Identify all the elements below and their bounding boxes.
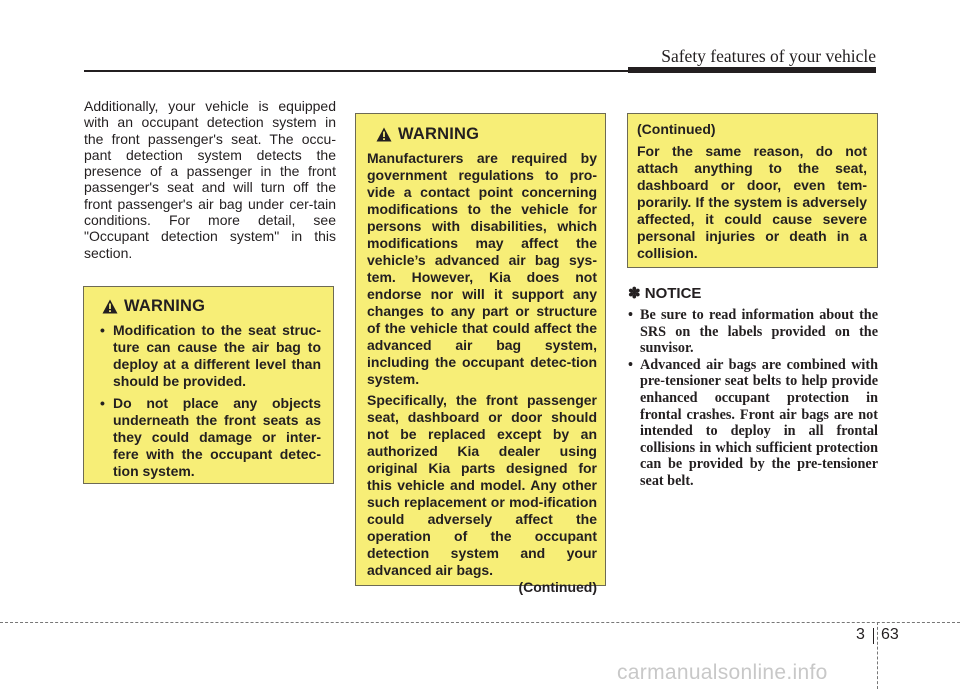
warning-bullet: • Do not place any objects underneath the front seats as they could damage or inter-fere with the occupant detec-tion system.: [100, 395, 321, 479]
footer-vertical-rule: [877, 622, 878, 689]
warning-box-manufacturer-regulations: [355, 113, 606, 595]
notice-section: [628, 284, 878, 490]
notice-heading-label: NOTICE: [644, 285, 702, 302]
notice-heading: [628, 284, 878, 302]
warning-paragraph: For the same reason, do not attach anything to the seat, dashboard or door, even tem-porarily. If the system is adversely affected, it could cause severe personal injuries or death in a collision.: [637, 143, 867, 261]
warning-box-continued: [627, 113, 878, 268]
header-rule-thick: [628, 67, 876, 73]
asterisk-icon: ✽: [628, 285, 641, 302]
notice-bullet: • Advanced air bags are combined with pre-tensioner seat belts to help provide enhanced occupant protection in frontal crashes. Front air bags are not intended to deploy in all frontal collisions in which sufficient protection can be provided by the pre-tensioner seat belt.: [628, 356, 878, 489]
warning-box-seat-modification: [83, 286, 334, 484]
warning-heading-label: WARNING: [124, 297, 206, 315]
notice-bullet-list: [628, 307, 878, 490]
warning-bullet-text: Do not place any objects underneath the front seats as they could damage or inter-fere with the occupant detec-tion system.: [113, 395, 321, 479]
notice-bullet-text: Be sure to read information about the SRS on the labels provided on the sunvisor.: [640, 307, 878, 357]
watermark: carmanualsonline.info: [617, 661, 828, 684]
warning-bullet: • Modification to the seat struc-ture can cause the air bag to deploy at a different level than should be provided.: [100, 322, 321, 389]
warning-triangle-icon: [102, 299, 118, 314]
warning-heading: [96, 297, 321, 316]
notice-bullet-text: Advanced air bags are combined with pre-tensioner seat belts to help provide enhanced occupant protection in frontal crashes. Front air bags are not intended to deploy in all frontal collisions in which sufficient protection can be provided by the pre-tensioner seat belt.: [640, 356, 878, 489]
warning-bullet-list: [96, 322, 321, 480]
page-separator: [873, 628, 874, 644]
section-title: Safety features of your vehicle: [661, 46, 876, 66]
continued-label: (Continued): [637, 121, 716, 137]
page-number: 63: [881, 626, 899, 643]
warning-heading: [367, 125, 597, 144]
continued-label: (Continued): [518, 579, 597, 595]
warning-bullet-text: Modification to the seat struc-ture can cause the air bag to deploy at a different level than should be provided.: [113, 322, 321, 389]
footer-rule: [0, 622, 960, 623]
intro-paragraph: Additionally, your vehicle is equipped with an occupant detection system in the front passenger's seat. The occu-pant detection system detects the presence of a passenger in the front passenger's seat and will turn off the front passenger's air bag under cer-tain conditions. For more detail, see "Occupant detection system" in this section.: [84, 98, 336, 261]
warning-triangle-icon: [376, 127, 392, 142]
chapter-number: 3: [856, 626, 865, 643]
warning-paragraph: Manufacturers are required by government regulations to pro-vide a contact point concerning modifications to the vehicle for persons with disabilities, which modifications may affect the vehicle’s advanced air bag sys-tem. However, Kia does not endorse nor will it support any changes to any part or structure of the vehicle that could affect the advanced air bag system, including the occupant detec-tion system.: [367, 150, 597, 387]
notice-bullet: • Be sure to read information about the SRS on the labels provided on the sunvisor.: [628, 307, 878, 357]
warning-heading-label: WARNING: [398, 125, 480, 143]
warning-paragraph: Specifically, the front passenger seat, dashboard or door should not be replaced except by an authorized Kia dealer using original Kia parts designed for this vehicle and model. Any other such replacement or mod-ification could adversely affect the operation of the occupant detection system and your advanced air bags.: [367, 392, 597, 578]
